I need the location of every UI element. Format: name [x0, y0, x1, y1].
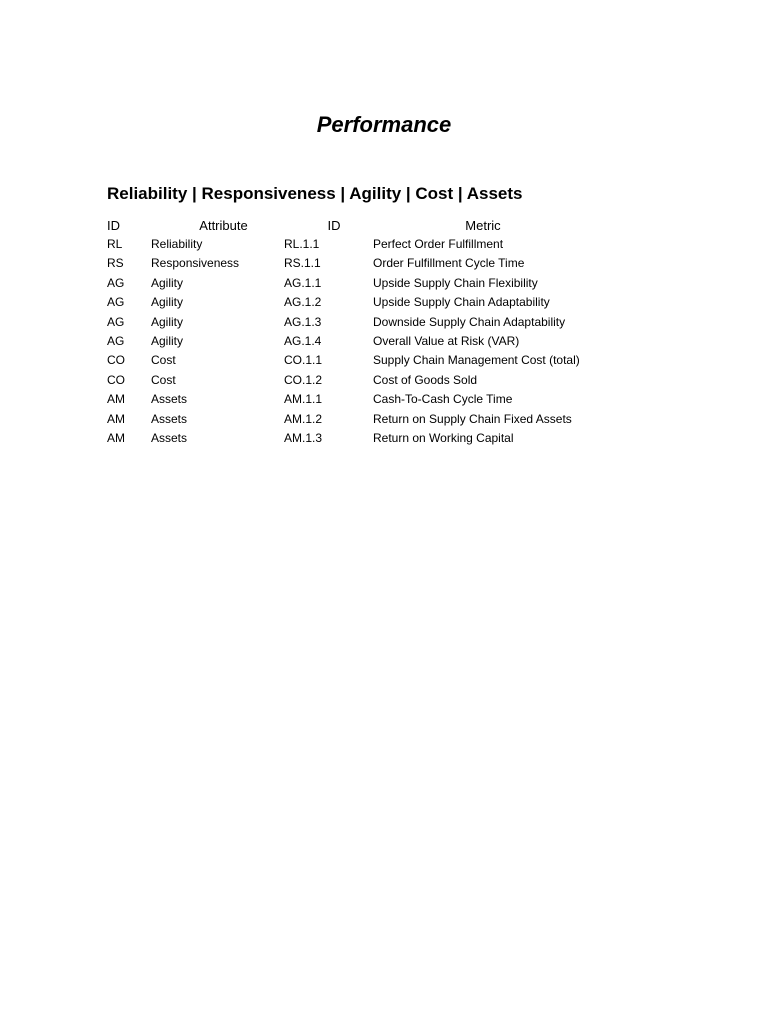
cell-attribute: Assets [151, 392, 188, 407]
cell-attribute: Cost [151, 372, 176, 387]
header-attribute: Attribute [199, 218, 248, 233]
cell-metric-id: AG.1.1 [284, 275, 322, 290]
cell-attribute: Agility [151, 333, 184, 348]
cell-id: CO [107, 353, 125, 368]
cell-id: AG [107, 295, 125, 310]
cell-metric-id: CO.1.2 [284, 372, 323, 387]
table-row [107, 332, 627, 351]
table-row [107, 351, 627, 370]
cell-metric-id: AM.1.2 [284, 411, 323, 426]
table-row [107, 390, 627, 409]
cell-metric: Cash-To-Cash Cycle Time [373, 392, 513, 407]
cell-metric-id: RL.1.1 [284, 237, 320, 251]
cell-id: AG [107, 314, 125, 329]
metrics-table [107, 217, 627, 448]
attributes-subtitle: Reliability | Responsiveness | Agility | Cost | Assets [107, 184, 523, 203]
table-row [107, 410, 627, 429]
cell-attribute: Agility [151, 275, 184, 290]
cell-id: AG [107, 333, 125, 348]
cell-id: AM [107, 430, 125, 445]
cell-metric-id: AM.1.1 [284, 392, 323, 407]
cell-metric: Upside Supply Chain Flexibility [373, 275, 538, 290]
cell-id: AM [107, 392, 125, 407]
cell-id: RS [107, 256, 124, 271]
table-row [107, 371, 627, 390]
cell-attribute: Assets [151, 430, 188, 445]
cell-metric: Return on Working Capital [373, 430, 514, 445]
cell-metric-id: AG.1.2 [284, 295, 322, 310]
table-row [107, 274, 627, 293]
cell-attribute: Agility [151, 314, 184, 329]
table-header-row [107, 217, 627, 235]
cell-metric: Overall Value at Risk (VAR) [373, 333, 520, 348]
cell-id: CO [107, 372, 125, 387]
cell-metric-id: AM.1.3 [284, 430, 323, 445]
table-row [107, 254, 627, 273]
cell-attribute: Cost [151, 353, 176, 368]
cell-metric: Order Fulfillment Cycle Time [373, 256, 525, 271]
cell-metric: Cost of Goods Sold [373, 372, 478, 387]
page-title: Performance [316, 112, 452, 137]
header-metric-id: ID [327, 218, 341, 233]
cell-metric: Return on Supply Chain Fixed Assets [373, 411, 572, 426]
table-row [107, 235, 627, 254]
cell-id: RL [107, 237, 123, 251]
cell-attribute: Responsiveness [151, 256, 240, 271]
cell-id: AG [107, 275, 125, 290]
cell-metric: Perfect Order Fulfillment [373, 237, 504, 251]
cell-metric-id: AG.1.3 [284, 314, 322, 329]
table-row [107, 429, 627, 448]
cell-metric: Downside Supply Chain Adaptability [373, 314, 566, 329]
header-id: ID [107, 218, 120, 233]
cell-metric: Supply Chain Management Cost (total) [373, 353, 580, 368]
cell-metric: Upside Supply Chain Adaptability [373, 295, 550, 310]
cell-metric-id: RS.1.1 [284, 256, 321, 271]
cell-metric-id: CO.1.1 [284, 353, 323, 368]
table-row [107, 313, 627, 332]
cell-attribute: Agility [151, 295, 184, 310]
cell-attribute: Reliability [151, 237, 203, 251]
table-row [107, 293, 627, 312]
cell-metric-id: AG.1.4 [284, 333, 322, 348]
header-metric: Metric [465, 218, 501, 233]
cell-id: AM [107, 411, 125, 426]
cell-attribute: Assets [151, 411, 188, 426]
